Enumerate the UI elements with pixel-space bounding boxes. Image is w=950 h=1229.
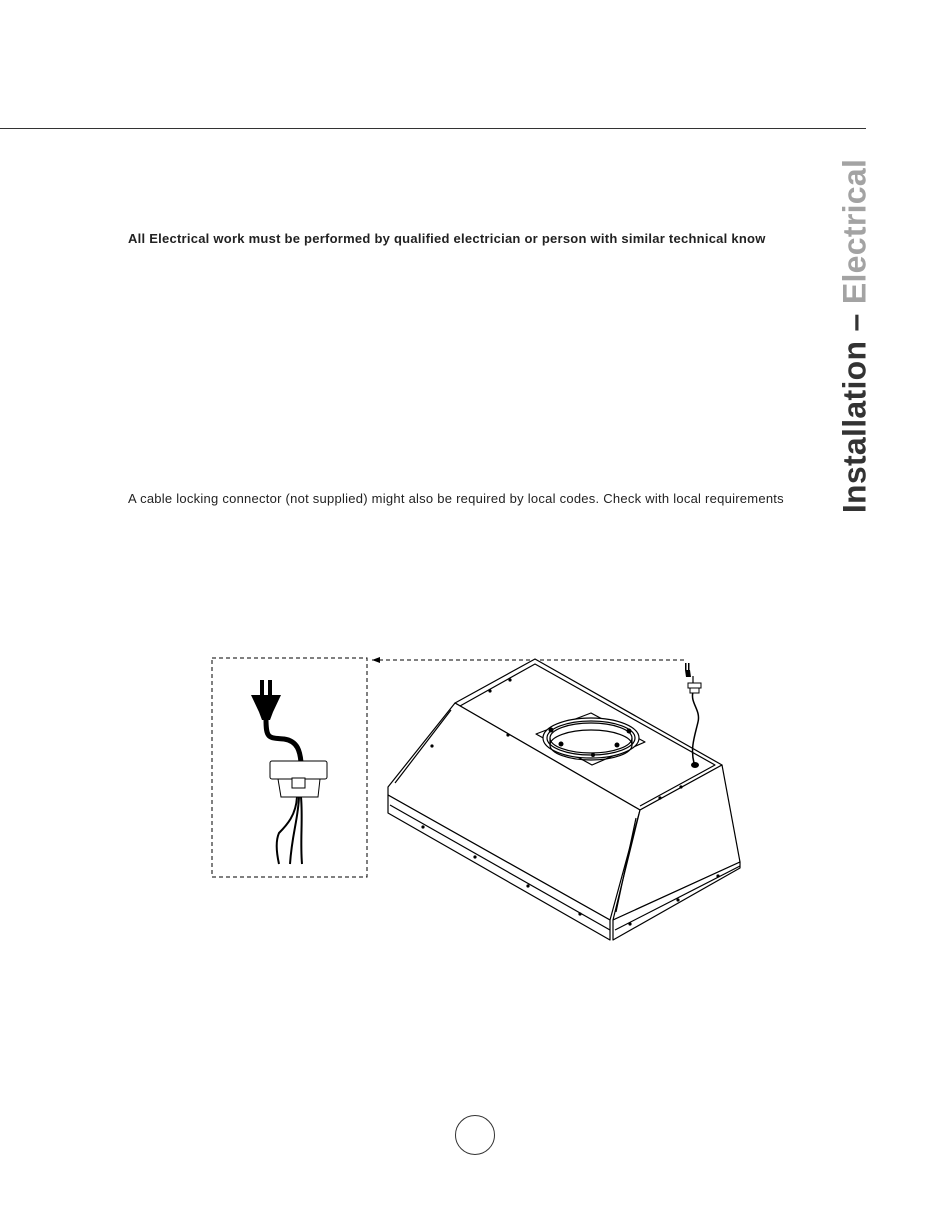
cable-connector-note: A cable locking connector (not supplied) might also be required by local codes. Check with local requirements: [128, 491, 784, 506]
leader-arrow: [372, 657, 684, 663]
plug-detail-icon: [212, 658, 367, 877]
range-hood-icon: [388, 659, 740, 940]
page-number-circle: [455, 1115, 495, 1155]
electrical-warning: All Electrical work must be performed by qualified electrician or person with similar technical know: [128, 231, 766, 246]
section-title-accent: Electrical: [836, 158, 873, 305]
section-title-main: Installation –: [836, 313, 873, 514]
